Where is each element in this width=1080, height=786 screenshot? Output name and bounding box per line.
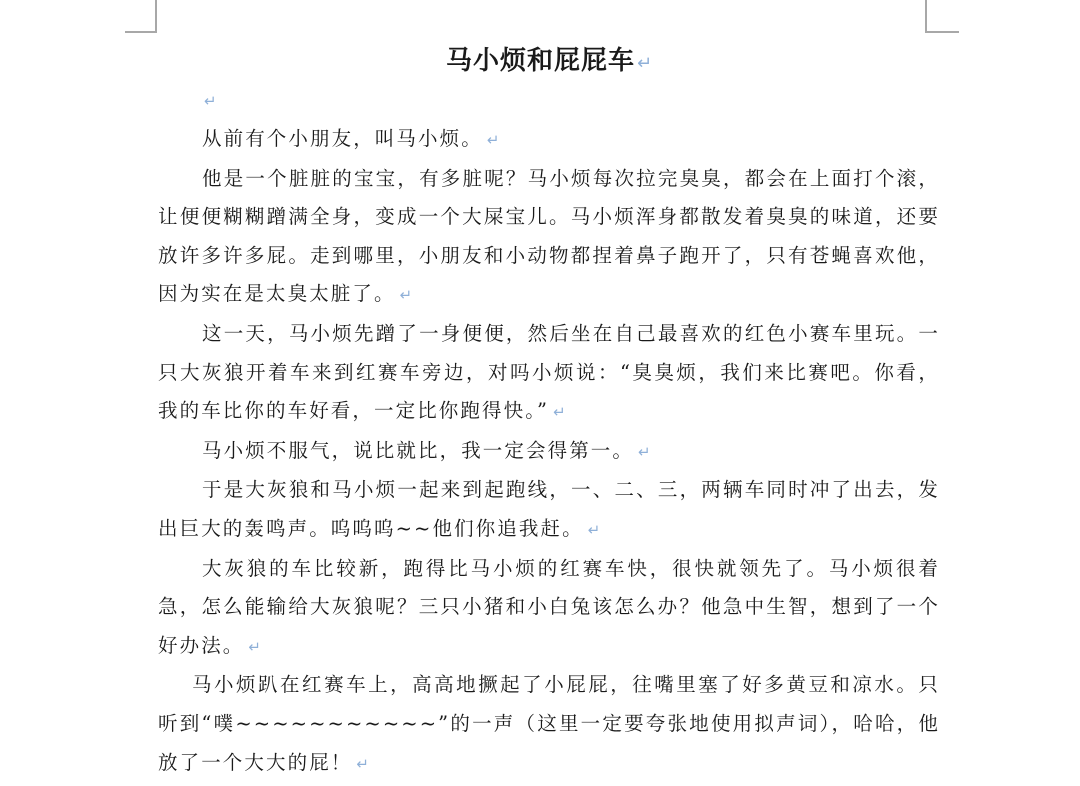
document-page[interactable] [158,40,940,783]
paragraph-text: 从前有个小朋友，叫马小烦。 [202,127,483,150]
paragraph-6 [158,550,940,667]
document-title [158,40,940,82]
paragraph-return-icon: ↵ [553,403,566,422]
paragraph-text: 马小烦趴在红赛车上，高高地撅起了小屁屁，往嘴里塞了好多黄豆和凉水。只听到“噗~~~~~~~~~~~”的一声（这里一定要夸张地使用拟声词），哈哈，他放了一个大大的屁！ [158,673,940,774]
empty-paragraph [158,82,940,120]
paragraph-text: 大灰狼的车比较新，跑得比马小烦的红赛车快，很快就领先了。马小烦很着急，怎么能输给大灰狼呢？三只小猪和小白兔该怎么办？他急中生智，想到了一个好办法。 [158,556,940,657]
paragraph-return-icon: ↵ [636,53,653,74]
paragraph-return-icon: ↵ [638,442,651,461]
paragraph-1 [158,120,940,160]
paragraph-4 [158,432,940,472]
page-corner-mark-top-left [125,0,157,33]
document-title-text: 马小烦和屁屁车 [445,46,635,76]
page-corner-mark-top-right [925,0,959,33]
paragraph-return-icon: ↵ [587,520,601,539]
paragraph-return-icon: ↵ [248,637,261,656]
paragraph-return-icon: ↵ [399,286,413,305]
paragraph-text: 于是大灰狼和马小烦一起来到起跑线，一、二、三，两辆车同时冲了出去，发出巨大的轰鸣声。呜呜呜~~他们你追我赶。 [158,478,940,540]
paragraph-5 [158,471,940,549]
paragraph-3 [158,315,940,432]
paragraph-return-icon: ↵ [204,92,217,110]
paragraph-7 [158,666,940,783]
paragraph-return-icon: ↵ [486,131,500,149]
paragraph-text: 他是一个脏脏的宝宝，有多脏呢？马小烦每次拉完臭臭，都会在上面打个滚，让便便糊糊蹭满全身，变成一个大屎宝儿。马小烦浑身都散发着臭臭的味道，还要放许多许多屁。走到哪里，小朋友和小动物都捏着鼻子跑开了，只有苍蝇喜欢他，因为实在是太臭太脏了。 [158,166,940,306]
paragraph-return-icon: ↵ [356,754,369,773]
paragraph-text: 这一天，马小烦先蹭了一身便便，然后坐在自己最喜欢的红色小赛车里玩。一只大灰狼开着车来到红赛车旁边，对吗小烦说：“臭臭烦，我们来比赛吧。你看，我的车比你的车好看，一定比你跑得快。” [158,321,940,423]
paragraph-2 [158,160,940,315]
paragraph-text: 马小烦不服气，说比就比，我一定会得第一。 [202,438,635,462]
